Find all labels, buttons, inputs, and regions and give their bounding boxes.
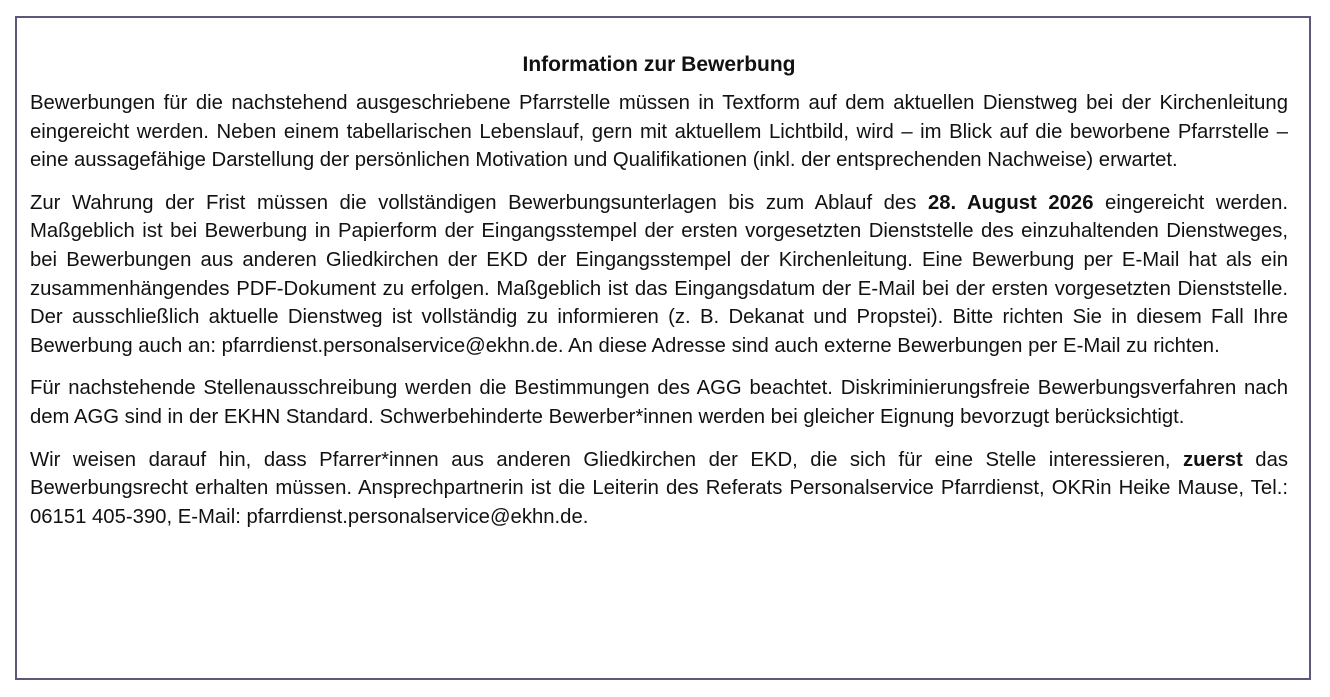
- paragraph-contact: [30, 446, 1288, 532]
- contact-emphasis: zuerst: [1183, 448, 1243, 471]
- contact-text-after: das Bewerbungsrecht erhalten müssen. Ansprechpartnerin ist die Leiterin des Referats Personalservice Pfarrdienst, OKRin Heike Mause, Tel.: 06151 405-390, E-Mail: pfarrdienst.personalservice@ekhn.de.: [30, 448, 1288, 528]
- document-title: Information zur Bewerbung: [522, 53, 796, 76]
- contact-text-before: Wir weisen darauf hin, dass Pfarrer*innen aus anderen Gliedkirchen der EKD, die sich für eine Stelle interessieren,: [30, 448, 1184, 471]
- deadline-date: 28. August 2026: [927, 191, 1094, 214]
- document-body: [30, 52, 1288, 545]
- deadline-text-after: eingereicht werden. Maßgeblich ist bei Bewerbung in Papierform der Eingangsstempel der ersten vorgesetzten Dienststelle des einzuhaltenden Dienstweges, bei Bewerbungen aus anderen Gliedkirchen der EKD der Eingangsstempel der Kirchenleitung. Eine Bewerbung per E-Mail hat als ein zusammenhängendes PDF-Dokument zu erfolgen. Maßgeblich ist das Eingangsdatum der E-Mail bei der ersten vorgesetzten Dienststelle. Der ausschließlich aktuelle Dienstweg ist vollständig zu informieren (z. B. Dekanat und Propstei). Bitte richten Sie in diesem Fall Ihre Bewerbung auch an: pfarrdienst.personalservice@ekhn.de. An diese Adresse sind auch externe Bewerbungen per E-Mail zu richten.: [30, 191, 1288, 357]
- paragraph-application-requirements: Bewerbungen für die nachstehend ausgeschriebene Pfarrstelle müssen in Textform auf dem aktuellen Dienstweg bei der Kirchenleitung eingereicht werden. Neben einem tabellarischen Lebenslauf, gern mit aktuellem Lichtbild, wird – im Blick auf die beworbene Pfarrstelle – eine aussagefähige Darstellung der persönlichen Motivation und Qualifikationen (inkl. der entsprechenden Nachweise) erwartet.: [30, 92, 1288, 172]
- paragraph-deadline: [30, 189, 1288, 361]
- paragraph-agg-notice: Für nachstehende Stellenausschreibung werden die Bestimmungen des AGG beachtet. Diskriminierungsfreie Bewerbungsverfahren nach dem AGG sind in der EKHN Standard. Schwerbehinderte Bewerber*innen werden bei gleicher Eignung bevorzugt berücksichtigt.: [30, 377, 1288, 428]
- deadline-text-before: Zur Wahrung der Frist müssen die vollständigen Bewerbungsunterlagen bis zum Ablauf des: [30, 191, 928, 214]
